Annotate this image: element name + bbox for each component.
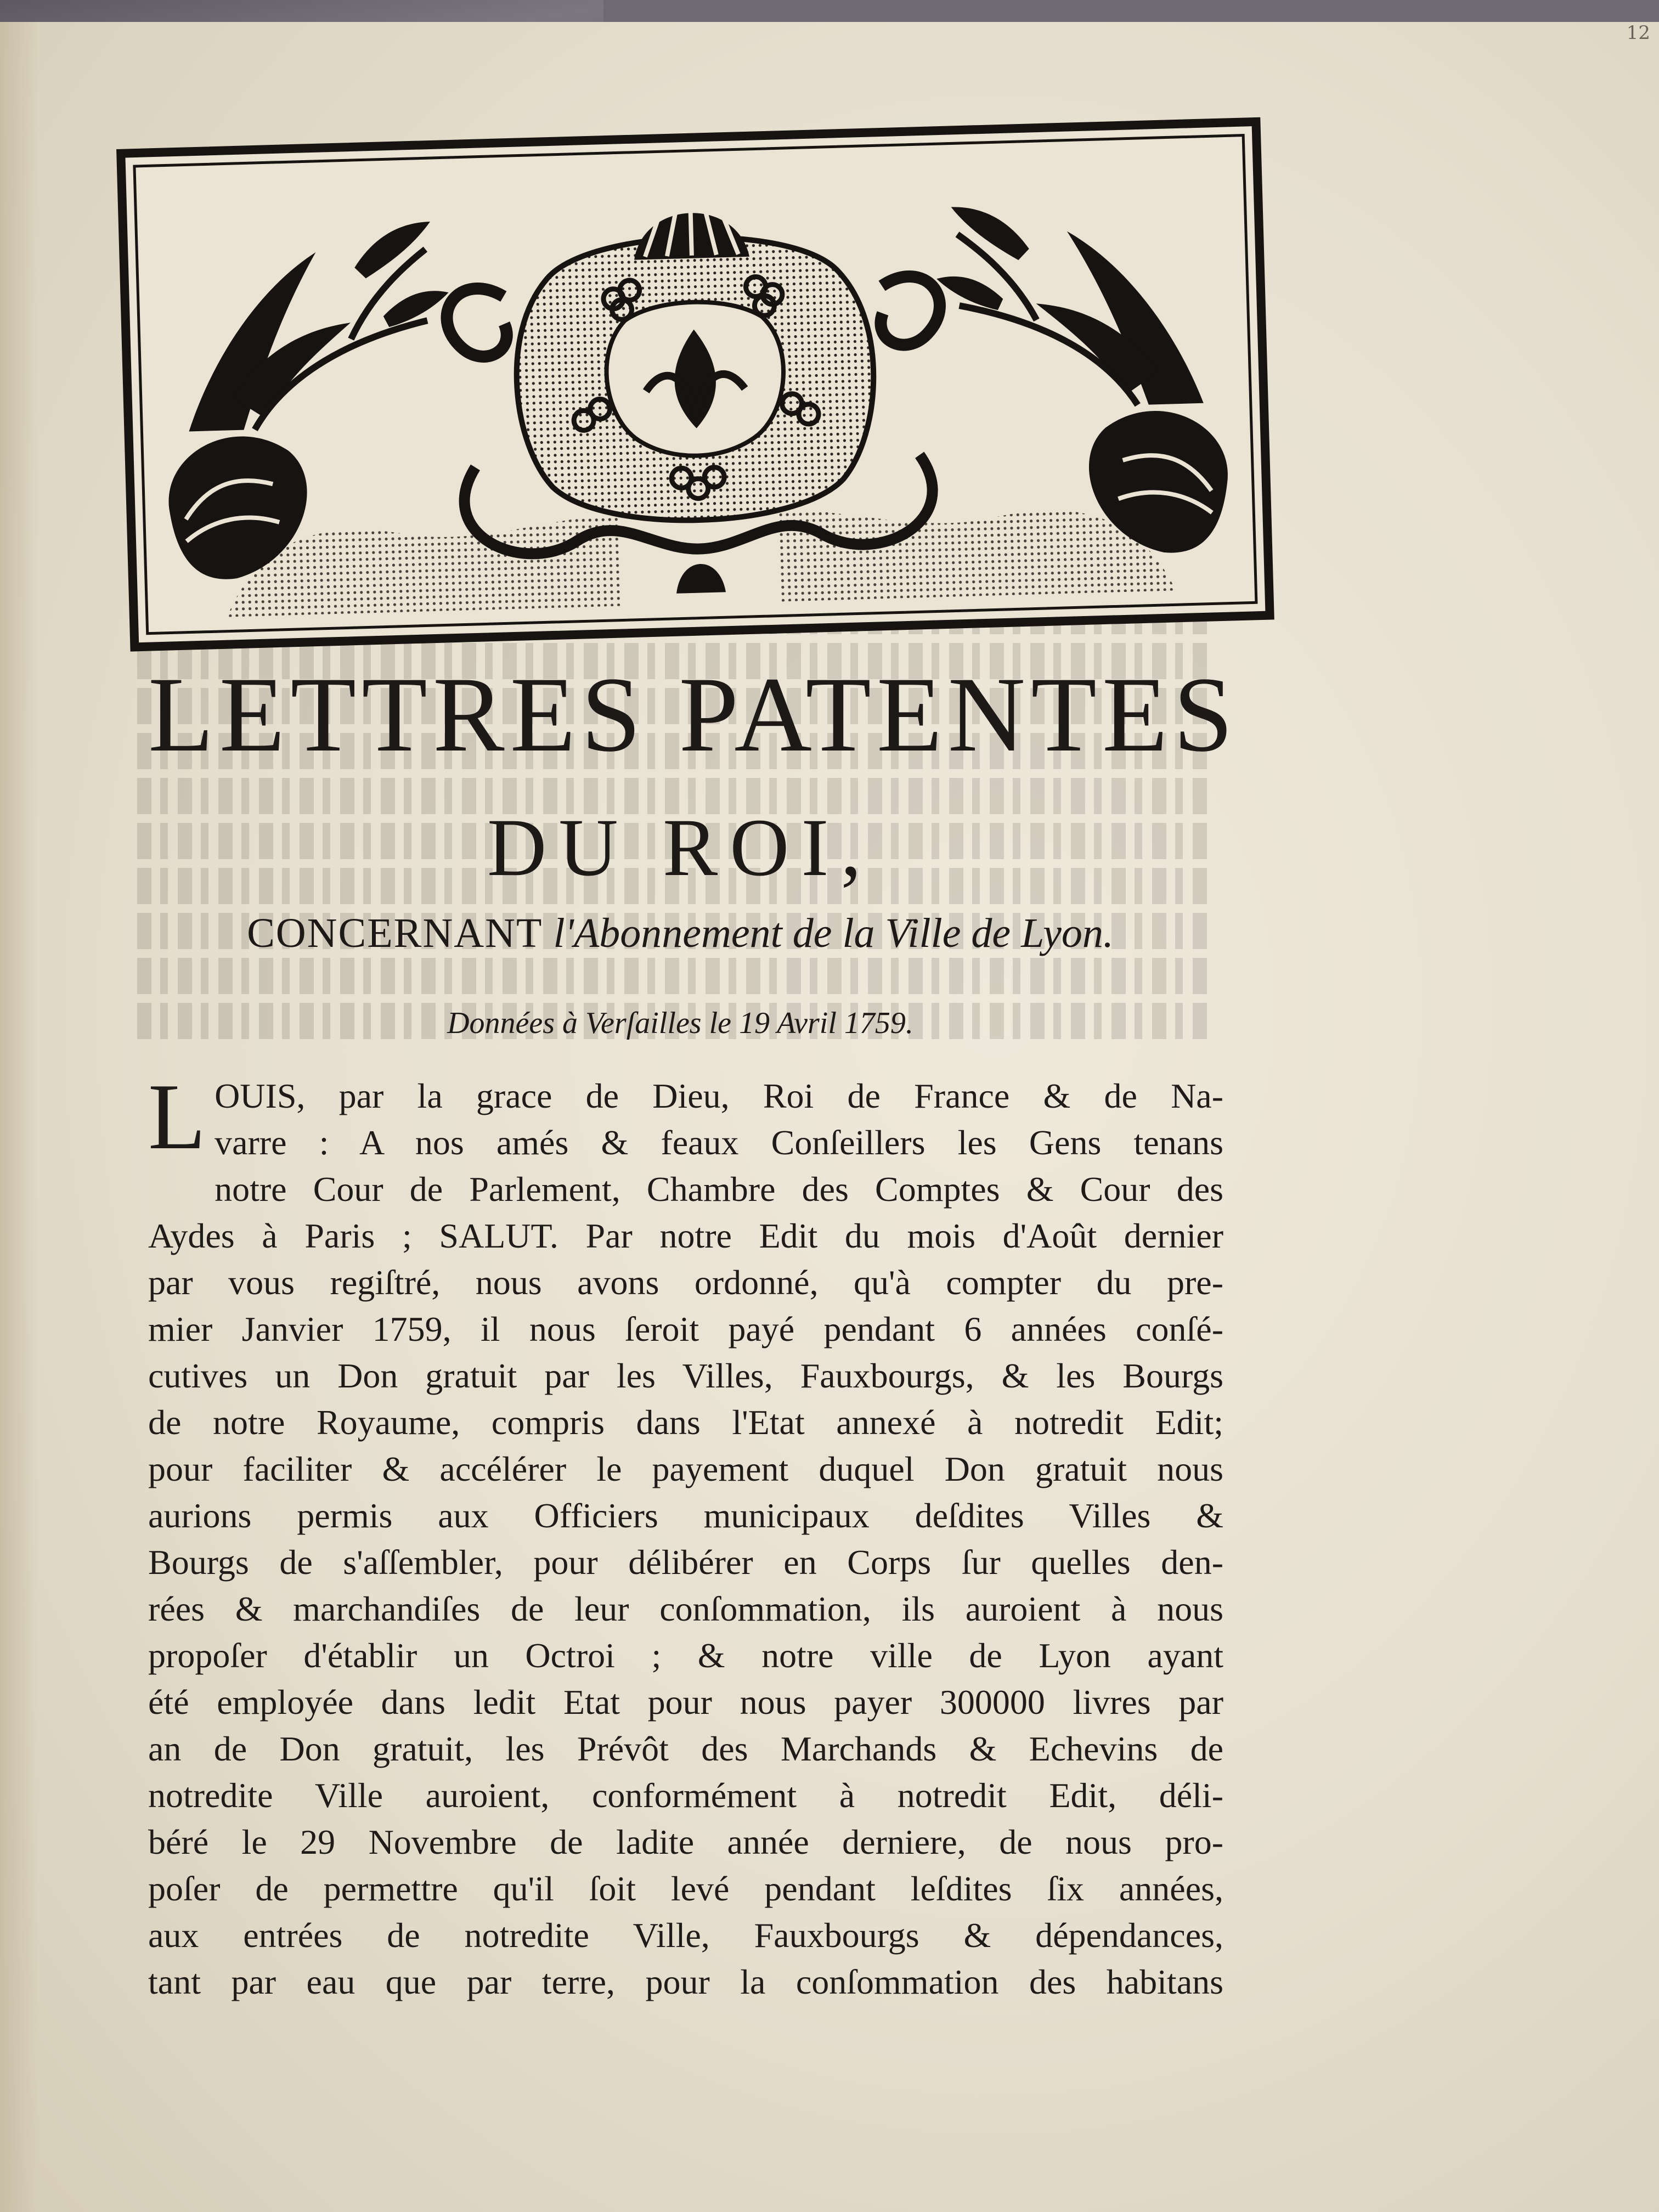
headpiece-engraving-icon: [115, 116, 1276, 653]
printed-page: [0, 22, 1659, 2212]
body-line: aux entrées de notredite Ville, Fauxbourgs & dépendances,: [148, 1916, 1223, 1955]
title-line-2: DU ROI,: [487, 802, 873, 893]
page-number-fragment: 12: [1626, 22, 1650, 44]
body-line: aurions permis aux Officiers municipaux deſdites Villes &: [148, 1496, 1223, 1535]
body-line: pour faciliter & accélérer le payement duquel Don gratuit nous: [148, 1449, 1223, 1488]
body-line: poſer de permettre qu'il ſoit levé pendant leſdites ſix années,: [148, 1869, 1223, 1908]
body-line: rées & marchandiſes de leur conſommation, ils auroient à nous: [148, 1589, 1223, 1628]
body-line: an de Don gratuit, les Prévôt des Marchands & Echevins de: [148, 1729, 1223, 1768]
body-line: Aydes à Paris ; SALUT. Par notre Edit du mois d'Août dernier: [148, 1216, 1223, 1255]
body-line: cutives un Don gratuit par les Villes, Fauxbourgs, & les Bourgs: [148, 1356, 1223, 1395]
body-line: varre : A nos amés & feaux Conſeillers les Gens tenans: [215, 1123, 1223, 1162]
body-line: OUIS, par la grace de Dieu, Roi de France & de Na-: [215, 1076, 1223, 1115]
body-line: mier Janvier 1759, il nous ſeroit payé pendant 6 années conſé-: [148, 1310, 1223, 1348]
subject-lead: CONCERNANT: [247, 910, 543, 956]
body-line: tant par eau que par terre, pour la conſommation des habitans: [148, 1962, 1223, 2001]
subject-line: [148, 910, 1212, 957]
ornamental-headpiece: [115, 116, 1276, 653]
body-line: notredite Ville auroient, conformément à notredit Edit, déli-: [148, 1776, 1223, 1815]
drop-cap: L: [148, 1065, 206, 1169]
body-line: notre Cour de Parlement, Chambre des Comptes & Cour des: [215, 1170, 1223, 1209]
dateline: Données à Verſailles le 19 Avril 1759.: [447, 1006, 913, 1040]
body-line: été employée dans ledit Etat pour nous payer 300000 livres par: [148, 1683, 1223, 1722]
page-gutter-shading: [0, 22, 38, 2212]
body-text: [148, 1065, 1223, 2005]
body-line: propoſer d'établir un Octroi ; & notre ville de Lyon ayant: [148, 1636, 1223, 1675]
body-line: de notre Royaume, compris dans l'Etat annexé à notredit Edit;: [148, 1403, 1223, 1442]
body-line: par vous regiſtré, nous avons ordonné, qu'à compter du pre-: [148, 1263, 1223, 1302]
body-line: béré le 29 Novembre de ladite année derniere, de nous pro-: [148, 1822, 1223, 1861]
subject-rest: l'Abonnement de la Ville de Lyon.: [543, 910, 1114, 956]
title-line-1: LETTRES PATENTES: [148, 655, 1239, 774]
body-line: Bourgs de s'aſſembler, pour délibérer en Corps ſur quelles den-: [148, 1543, 1223, 1582]
